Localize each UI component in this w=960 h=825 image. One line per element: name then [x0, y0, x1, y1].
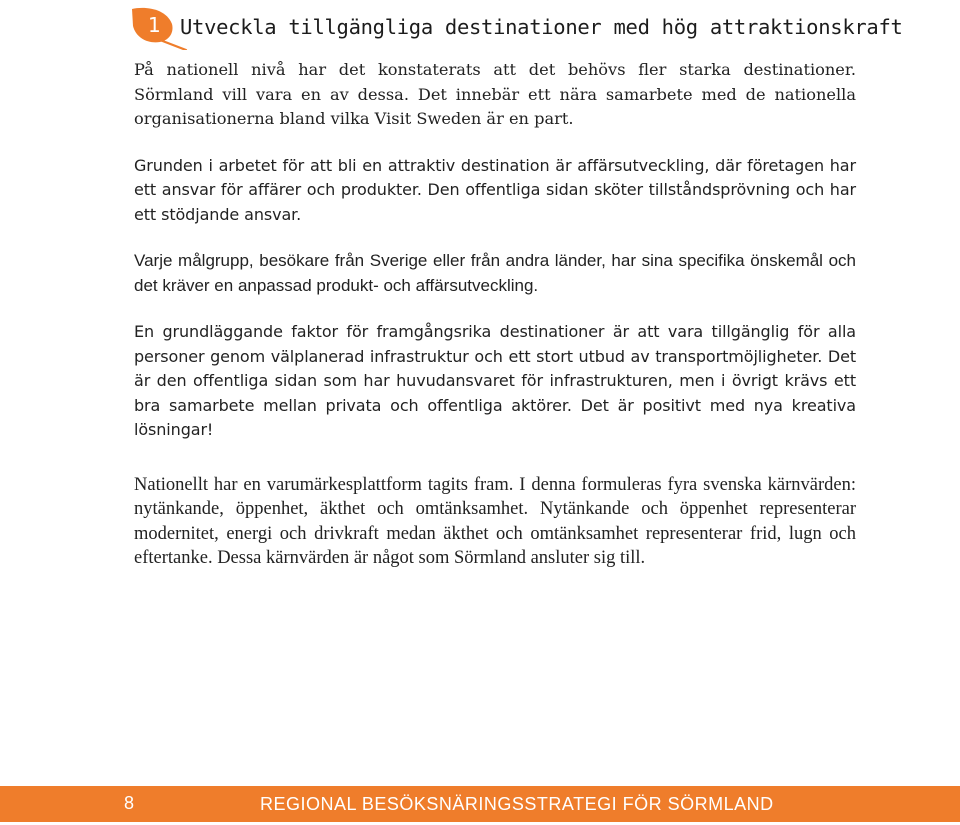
page-number: 8 [124, 793, 135, 813]
document-title: REGIONAL BESÖKSNÄRINGSSTRATEGI FÖR SÖRMLAND [260, 794, 774, 814]
section-heading [130, 6, 950, 50]
paragraph: Nationellt har en varumärkesplattform tagits fram. I denna formuleras fyra svenska kärnvärden: nytänkande, öppenhet, äkthet och omtänksamhet. Nytänkande och öppenhet representerar modernitet, energi och drivkraft medan äkthet och omtänksamhet representerar frid, lugn och eftertanke. Dessa kärnvärden är något som Sörmland ansluter sig till. [134, 474, 856, 568]
section-number: 1 [148, 13, 161, 37]
paragraph: En grundläggande faktor för framgångsrika destinationer är att vara tillgänglig för alla personer genom välplanerad infrastruktur och ett stort utbud av transportmöjligheter. Det är den offentliga sidan som har huvudansvaret för infrastrukturen, men i övrigt krävs ett bra samarbete mellan privata och offentliga aktörer. Det är positivt med nya kreativa lösningar! [134, 322, 856, 439]
paragraph: På nationell nivå har det konstaterats att det behövs fler starka destinationer. Sörmland vill vara en av dessa. Det innebär ett nära samarbete med de nationella organisationerna bland vilka Visit Sweden är en part. [134, 60, 856, 128]
paragraph: Grunden i arbetet för att bli en attraktiv destination är affärsutveckling, där företagen har ett ansvar för affärer och produkter. Den offentliga sidan sköter tillståndsprövning och har ett stödjande ansvar. [134, 155, 856, 224]
body-text [134, 58, 856, 593]
footer-bar [0, 786, 960, 822]
section-title: Utveckla tillgängliga destinationer med hög attraktionskraft [180, 15, 903, 39]
paragraph: Varje målgrupp, besökare från Sverige eller från andra länder, har sina specifika önskemål och det kräver en anpassad produkt- och affärsutveckling. [134, 251, 856, 295]
